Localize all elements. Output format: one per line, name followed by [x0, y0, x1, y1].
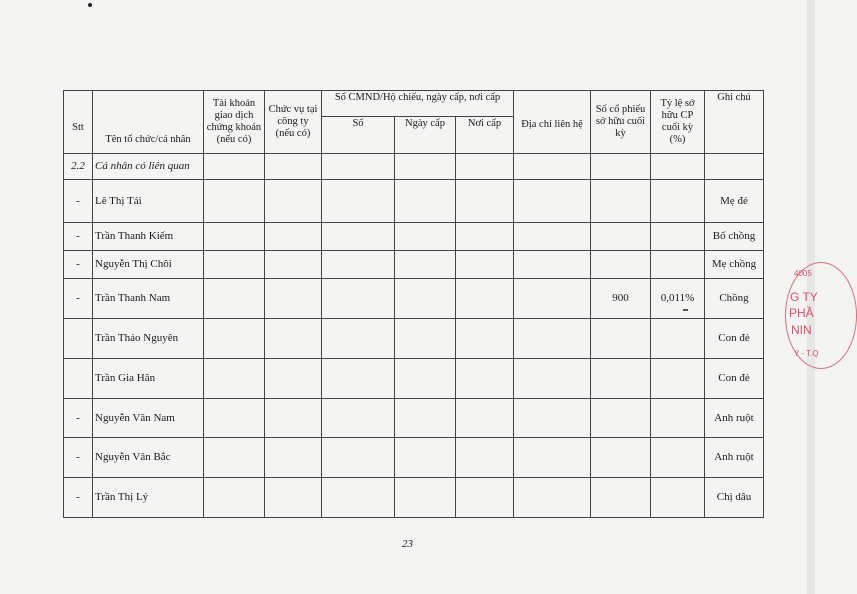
- row-shares: [591, 223, 651, 251]
- row-stt: [64, 319, 93, 359]
- row-ratio: [651, 319, 705, 359]
- row-stt: [64, 359, 93, 399]
- row-stt: -: [64, 251, 93, 279]
- row-shares: [591, 438, 651, 478]
- row-note: Con đẻ: [705, 359, 764, 399]
- row-shares: [591, 251, 651, 279]
- table-row: [64, 438, 764, 478]
- row-stt: -: [64, 223, 93, 251]
- row-name: Trần Thảo Nguyên: [93, 319, 204, 359]
- row-name: Nguyễn Văn Nam: [93, 399, 204, 438]
- stamp-fragment: NIN: [791, 323, 812, 337]
- header-id-number: Số: [322, 117, 395, 154]
- header-account: Tài khoản giao dịch chứng khoán (nếu có): [204, 91, 265, 154]
- header-name: Tên tổ chức/cá nhân: [93, 91, 204, 154]
- row-note: Chồng: [705, 279, 764, 319]
- table-row: [64, 359, 764, 399]
- header-stt: Stt: [64, 91, 93, 154]
- row-note: Mẹ chồng: [705, 251, 764, 279]
- row-ratio: [651, 223, 705, 251]
- row-name: Lê Thị Tái: [93, 180, 204, 223]
- row-note: Anh ruột: [705, 399, 764, 438]
- row-name: Nguyễn Văn Bắc: [93, 438, 204, 478]
- row-note: Con đẻ: [705, 319, 764, 359]
- header-issue-place: Nơi cấp: [456, 117, 514, 154]
- page-number: 23: [402, 538, 413, 550]
- row-ratio: [651, 438, 705, 478]
- row-name: Nguyễn Thị Chôi: [93, 251, 204, 279]
- section-title: Cá nhân có liên quan: [93, 154, 204, 180]
- row-ratio: [651, 359, 705, 399]
- row-note: Mẹ đẻ: [705, 180, 764, 223]
- row-name: Trần Gia Hân: [93, 359, 204, 399]
- related-persons-table: [63, 90, 764, 518]
- row-note: Chị dâu: [705, 478, 764, 518]
- header-note: Ghi chú: [705, 91, 764, 154]
- header-address: Địa chỉ liên hệ: [514, 91, 591, 154]
- header-issue-date: Ngày cấp: [395, 117, 456, 154]
- row-stt: -: [64, 279, 93, 319]
- stamp-fragment: 4005: [794, 269, 812, 278]
- row-shares: [591, 478, 651, 518]
- row-ratio: [651, 180, 705, 223]
- row-note: Bố chồng: [705, 223, 764, 251]
- row-ratio: [651, 399, 705, 438]
- header-id-group: Số CMND/Hộ chiếu, ngày cấp, nơi cấp: [322, 91, 514, 117]
- row-stt: -: [64, 180, 93, 223]
- table-row: [64, 399, 764, 438]
- header-ratio: Tỷ lệ sở hữu CP cuối kỳ (%): [651, 91, 705, 154]
- stamp-fragment: Y - T.Q: [794, 349, 819, 358]
- row-stt: -: [64, 399, 93, 438]
- scan-speck: [88, 3, 92, 7]
- row-shares: [591, 359, 651, 399]
- company-seal: [785, 262, 857, 369]
- header-position: Chức vụ tại công ty (nếu có): [265, 91, 322, 154]
- table-row: [64, 223, 764, 251]
- row-shares: [591, 180, 651, 223]
- stamp-fragment: PHẦ: [789, 306, 814, 320]
- row-name: Trần Thị Lý: [93, 478, 204, 518]
- row-name: Trần Thanh Kiếm: [93, 223, 204, 251]
- header-shares: Số cổ phiếu sở hữu cuối kỳ: [591, 91, 651, 154]
- table-row: [64, 251, 764, 279]
- table-row: [64, 279, 764, 319]
- row-shares: [591, 399, 651, 438]
- table-row: [64, 180, 764, 223]
- row-shares: 900: [591, 279, 651, 319]
- table-row: [64, 478, 764, 518]
- table-row: [64, 319, 764, 359]
- row-name: Trần Thanh Nam: [93, 279, 204, 319]
- pen-mark: [683, 309, 688, 311]
- row-ratio: [651, 251, 705, 279]
- row-note: Anh ruột: [705, 438, 764, 478]
- row-stt: -: [64, 478, 93, 518]
- stamp-fragment: G TY: [790, 290, 818, 304]
- row-shares: [591, 319, 651, 359]
- row-ratio: 0,011%: [651, 279, 705, 319]
- row-ratio: [651, 478, 705, 518]
- section-number: 2.2: [64, 154, 93, 180]
- row-stt: -: [64, 438, 93, 478]
- section-row: [64, 154, 764, 180]
